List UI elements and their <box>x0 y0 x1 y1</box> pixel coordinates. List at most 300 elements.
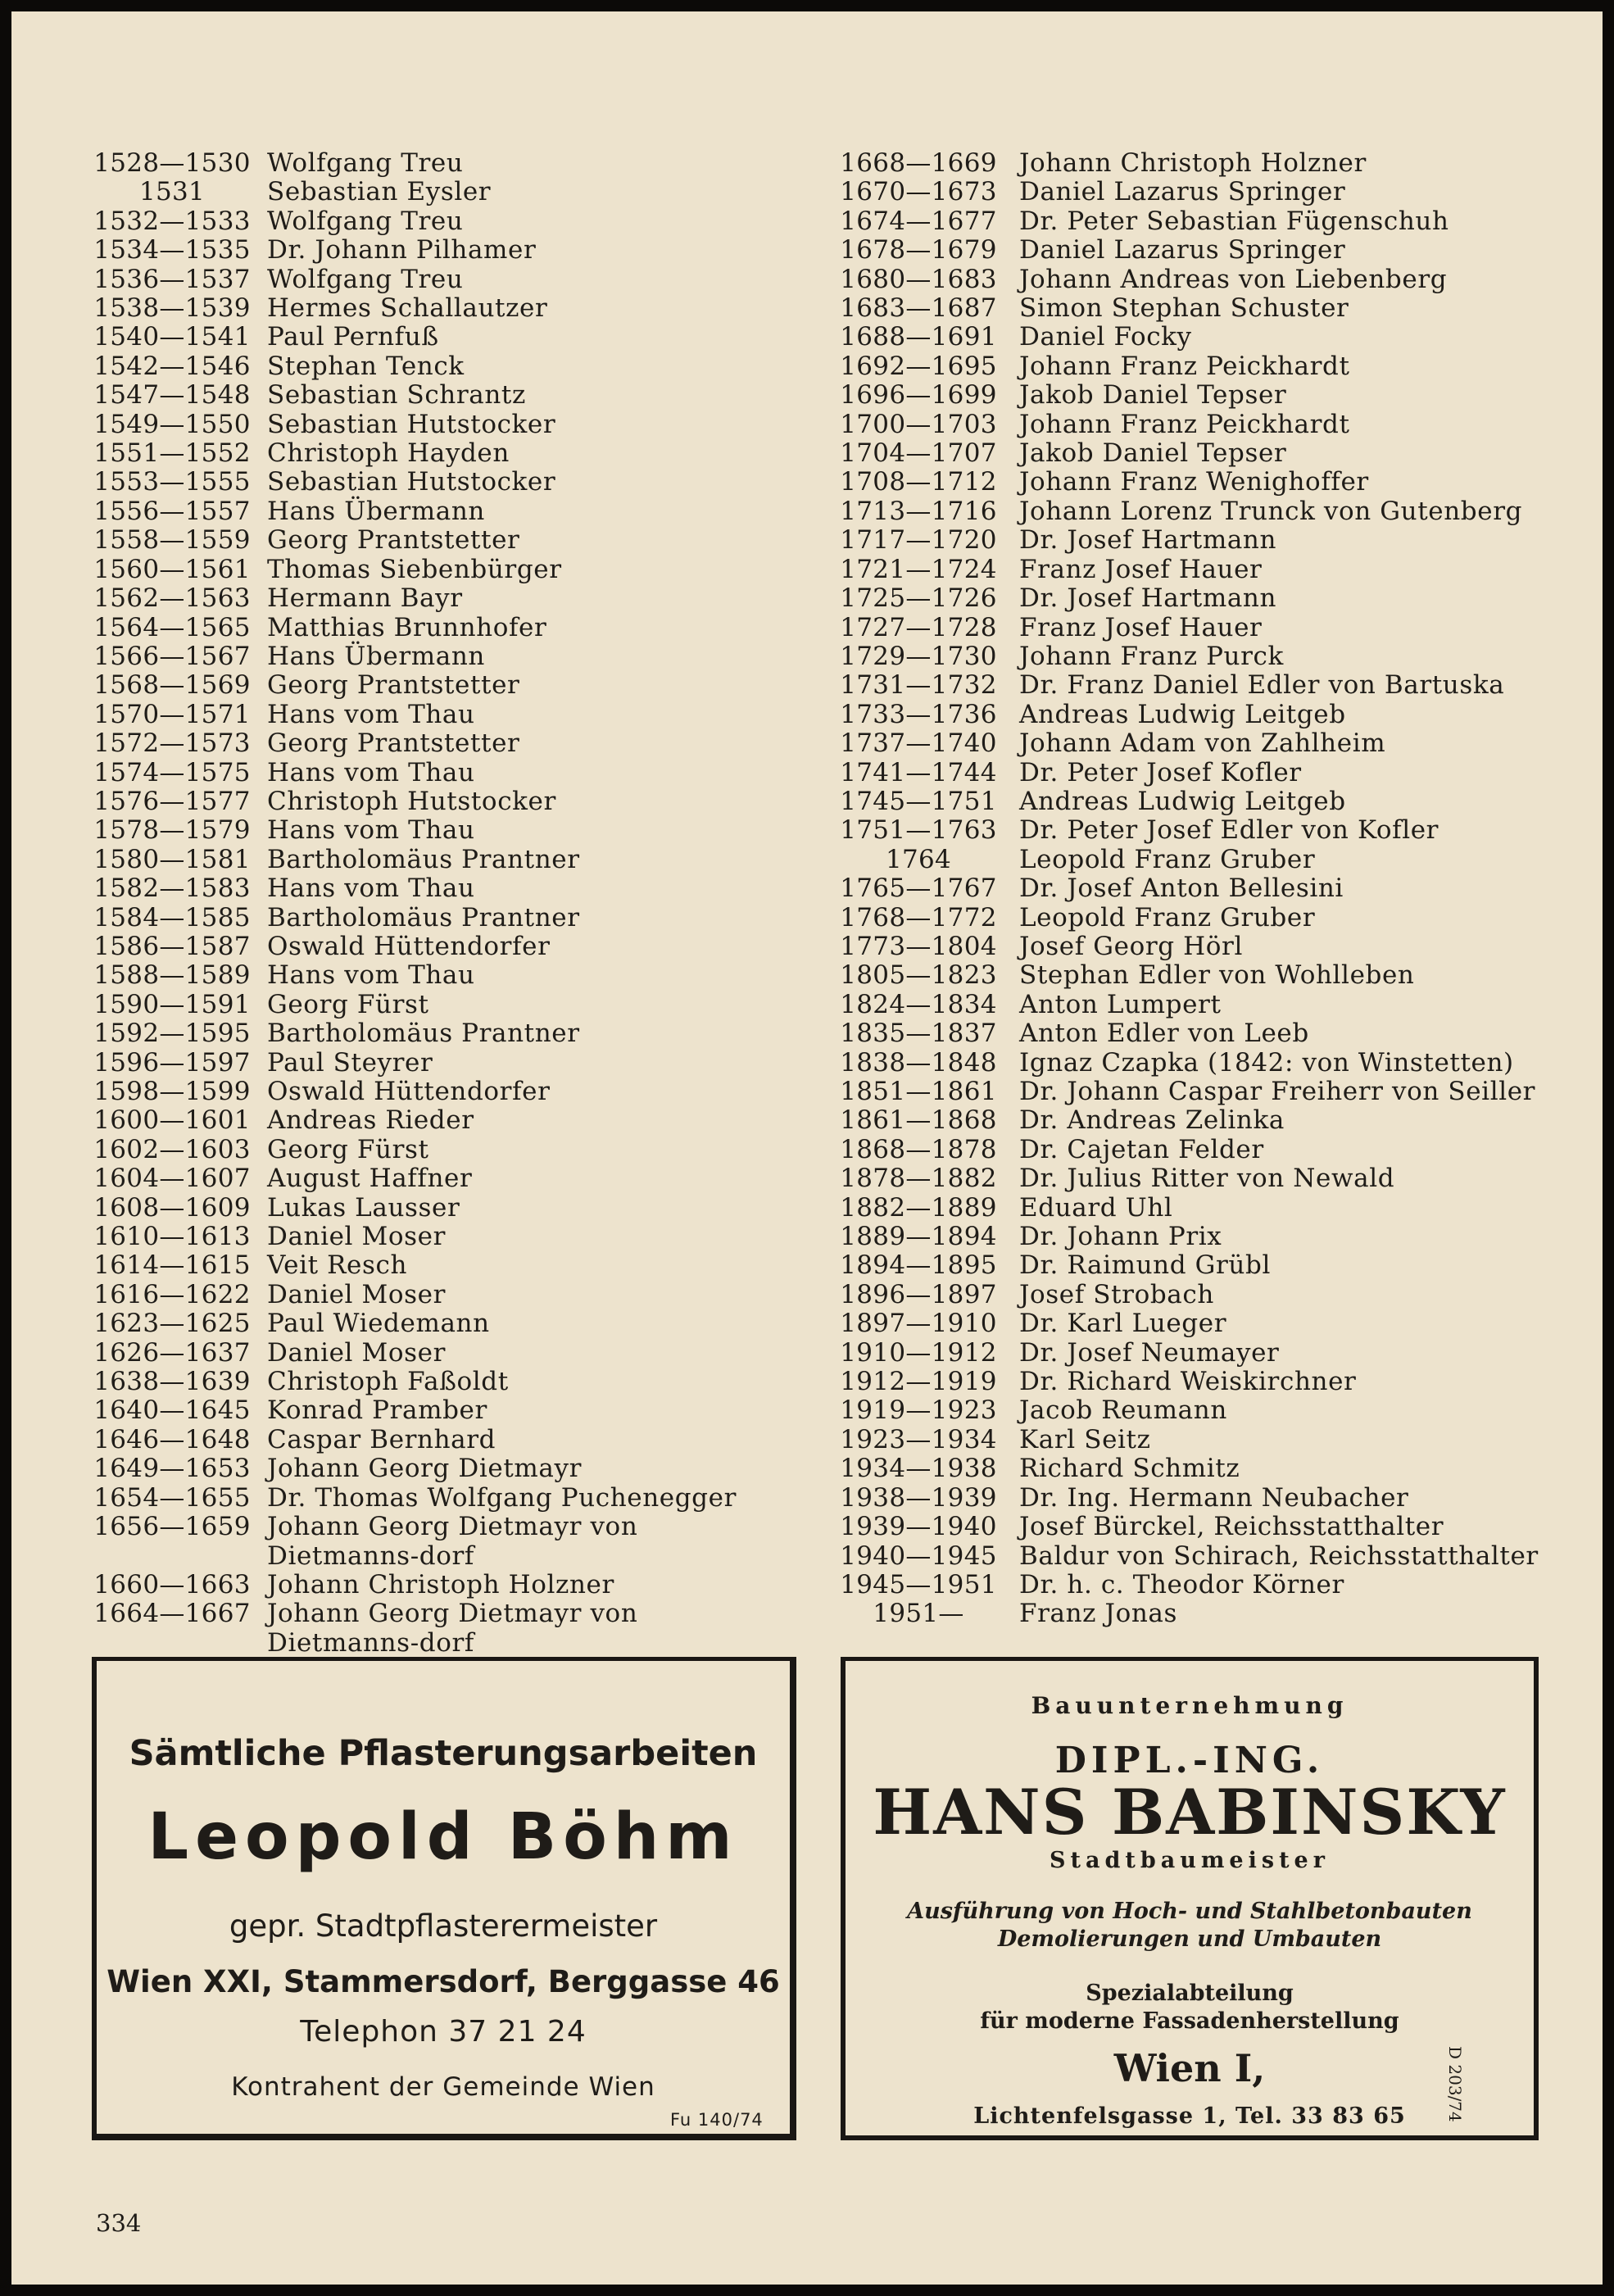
list-item <box>90 1281 827 1309</box>
list-item <box>831 1194 1585 1223</box>
list-item <box>831 846 1585 874</box>
mayor-name: Dr. Richard Weiskirchner <box>1019 1367 1357 1397</box>
list-item <box>831 961 1585 990</box>
mayor-name: Andreas Ludwig Leitgeb <box>1019 699 1346 729</box>
mayor-name: Dr. Andreas Zelinka <box>1019 1105 1285 1136</box>
list-item <box>831 671 1585 700</box>
term-years: 1614—1615 <box>93 1250 251 1281</box>
mayor-name: Sebastian Schrantz <box>267 380 526 411</box>
term-years: 1623—1625 <box>93 1309 251 1339</box>
list-item <box>831 1484 1585 1513</box>
mayor-name: Paul Steyrer <box>267 1047 433 1078</box>
mayor-name: Thomas Siebenbürger <box>267 554 562 584</box>
mayor-name: Oswald Hüttendorfer <box>267 931 551 961</box>
mayor-name: Oswald Hüttendorfer <box>267 1077 551 1106</box>
term-years: 1598—1599 <box>93 1077 251 1106</box>
mayor-list-left <box>90 149 827 1658</box>
mayor-name: Ignaz Czapka (1842: von Winstetten) <box>1019 1047 1514 1078</box>
term-years: 1534—1535 <box>93 235 251 265</box>
term-years: 1894—1895 <box>840 1250 997 1281</box>
term-years: 1562—1563 <box>93 583 251 614</box>
mayor-name: Leopold Franz Gruber <box>1019 902 1316 932</box>
mayor-name: Hans Übermann <box>267 641 485 671</box>
mayor-name: Konrad Pramber <box>267 1395 487 1426</box>
term-years: 1741—1744 <box>840 757 997 787</box>
term-years: 1717—1720 <box>840 525 997 556</box>
mayor-name: Stephan Edler von Wohlleben <box>1019 960 1415 991</box>
list-item <box>90 787 827 816</box>
term-years: 1566—1567 <box>93 641 251 671</box>
mayor-name: Johann Georg Dietmayr von Dietmanns-dorf <box>267 1599 638 1658</box>
term-years: 1696—1699 <box>840 380 997 411</box>
mayor-name: Sebastian Hutstocker <box>267 409 556 439</box>
term-years: 1580—1581 <box>93 844 251 874</box>
list-item <box>90 556 827 584</box>
mayor-name: Hans vom Thau <box>267 757 475 787</box>
term-years: 1951— <box>873 1599 964 1629</box>
list-item <box>831 729 1585 758</box>
list-item <box>90 642 827 671</box>
list-item <box>831 1309 1585 1338</box>
mayor-name: Johann Christoph Holzner <box>267 1569 614 1599</box>
mayor-name: Dr. Cajetan Felder <box>1019 1134 1264 1164</box>
mayor-name: Georg Prantstetter <box>267 728 520 759</box>
list-item <box>90 411 827 439</box>
mayor-name: Franz Josef Hauer <box>1019 612 1263 642</box>
term-years: 1751—1763 <box>840 815 997 846</box>
term-years: 1656—1659 <box>93 1512 251 1542</box>
list-item <box>90 207 827 236</box>
term-years: 1835—1837 <box>840 1019 997 1049</box>
ad-role: Stadtbaumeister <box>1050 1848 1330 1873</box>
list-item <box>90 1513 827 1571</box>
list-item <box>90 1136 827 1164</box>
mayor-name: Baldur von Schirach, Reichsstatthalter <box>1019 1540 1539 1571</box>
list-item <box>90 816 827 845</box>
term-years: 1551—1552 <box>93 438 251 469</box>
mayor-name: Daniel Focky <box>1019 322 1192 352</box>
mayor-name: Jacob Reumann <box>1019 1395 1227 1426</box>
mayor-name: Matthias Brunnhofer <box>267 612 547 642</box>
mayor-name: Josef Georg Hörl <box>1019 931 1243 961</box>
list-item <box>90 1599 827 1658</box>
term-years: 1945—1951 <box>840 1569 997 1599</box>
list-item <box>90 1078 827 1106</box>
ad-note: Kontrahent der Gemeinde Wien <box>231 2072 655 2102</box>
mayor-name: Dr. Ing. Hermann Neubacher <box>1019 1482 1409 1513</box>
term-years: 1528—1530 <box>93 148 251 178</box>
list-item <box>90 1251 827 1280</box>
list-item <box>90 701 827 729</box>
ad-city: Wien I, <box>1113 2046 1266 2090</box>
ad-address: Lichtenfelsgasse 1, Tel. 33 83 65 <box>973 2103 1406 2129</box>
mayor-name: Dr. Raimund Grübl <box>1019 1250 1271 1281</box>
mayor-name: Daniel Moser <box>267 1222 447 1252</box>
list-item <box>831 1426 1585 1454</box>
ad-company-name: Leopold Böhm <box>147 1800 739 1874</box>
list-item <box>831 1019 1585 1048</box>
term-years: 1889—1894 <box>840 1222 997 1252</box>
list-item <box>90 352 827 381</box>
mayor-name: Daniel Moser <box>267 1337 447 1368</box>
mayor-name: Johann Lorenz Trunck von Gutenberg <box>1019 496 1523 526</box>
term-years: 1600—1601 <box>93 1105 251 1136</box>
term-years: 1678—1679 <box>840 235 997 265</box>
term-years: 1896—1897 <box>840 1279 997 1309</box>
list-item <box>90 1019 827 1048</box>
list-item <box>90 294 827 323</box>
mayor-name: Wolfgang Treu <box>267 206 464 236</box>
mayor-name: Daniel Lazarus Springer <box>1019 235 1346 265</box>
mayor-name: Sebastian Hutstocker <box>267 467 556 497</box>
mayor-list-right <box>831 149 1585 1629</box>
mayor-name: Hans vom Thau <box>267 815 475 846</box>
list-item <box>831 556 1585 584</box>
list-item <box>831 1368 1585 1396</box>
term-years: 1660—1663 <box>93 1569 251 1599</box>
mayor-name: Dr. h. c. Theodor Körner <box>1019 1569 1344 1599</box>
mayor-name: Anton Lumpert <box>1019 989 1222 1019</box>
list-item <box>90 526 827 555</box>
mayor-name: Paul Wiedemann <box>267 1309 490 1339</box>
ad-company-name: HANS BABINSKY <box>873 1776 1507 1849</box>
mayor-name: Johann Georg Dietmayr von Dietmanns-dorf <box>267 1512 638 1571</box>
term-years: 1745—1751 <box>840 786 997 816</box>
list-item <box>831 991 1585 1019</box>
mayor-name: Johann Christoph Holzner <box>1019 148 1367 178</box>
term-years: 1649—1653 <box>93 1454 251 1484</box>
list-item <box>90 381 827 410</box>
mayor-name: Hans vom Thau <box>267 699 475 729</box>
list-item <box>90 1454 827 1483</box>
term-years: 1608—1609 <box>93 1192 251 1223</box>
term-years: 1805—1823 <box>840 960 997 991</box>
list-item <box>831 874 1585 903</box>
list-item <box>90 1571 827 1599</box>
mayor-name: Dr. Josef Hartmann <box>1019 583 1277 614</box>
list-item <box>831 1513 1585 1541</box>
mayor-name: Dr. Peter Sebastian Fügenschuh <box>1019 206 1449 236</box>
term-years: 1590—1591 <box>93 989 251 1019</box>
mayor-name: Hans vom Thau <box>267 960 475 991</box>
mayor-name: Caspar Bernhard <box>267 1424 496 1454</box>
mayor-name: Dr. Thomas Wolfgang Puchenegger <box>267 1482 737 1513</box>
ad-kicker: Bauunternehmung <box>1031 1692 1349 1719</box>
ad-address: Wien XXI, Stammersdorf, Berggasse 46 <box>107 1964 780 1999</box>
ad-services-line-2: Demolierungen und Umbauten <box>997 1926 1382 1952</box>
term-years: 1700—1703 <box>840 409 997 439</box>
mayor-name: Leopold Franz Gruber <box>1019 844 1316 874</box>
term-years: 1713—1716 <box>840 496 997 526</box>
term-years: 1897—1910 <box>840 1309 997 1339</box>
list-item <box>831 904 1585 932</box>
mayor-name: Richard Schmitz <box>1019 1454 1240 1484</box>
list-item <box>90 1309 827 1338</box>
list-item <box>831 816 1585 845</box>
term-years: 1578—1579 <box>93 815 251 846</box>
list-item <box>90 1368 827 1396</box>
term-years: 1542—1546 <box>93 351 251 381</box>
list-item <box>831 439 1585 468</box>
advertisement-boehm <box>92 1657 796 2140</box>
ad-phone: Telephon 37 21 24 <box>300 2015 587 2049</box>
mayor-name: Lukas Lausser <box>267 1192 460 1223</box>
list-item <box>831 1396 1585 1425</box>
term-years: 1616—1622 <box>93 1279 251 1309</box>
term-years: 1564—1565 <box>93 612 251 642</box>
list-item <box>90 991 827 1019</box>
list-item <box>831 1339 1585 1368</box>
list-item <box>831 381 1585 410</box>
term-years: 1584—1585 <box>93 902 251 932</box>
term-years: 1727—1728 <box>840 612 997 642</box>
term-years: 1882—1889 <box>840 1192 997 1223</box>
mayor-name: Jakob Daniel Tepser <box>1019 380 1287 411</box>
term-years: 1923—1934 <box>840 1424 997 1454</box>
mayor-name: August Haffner <box>267 1164 473 1194</box>
mayor-name: Daniel Lazarus Springer <box>1019 177 1346 207</box>
term-years: 1838—1848 <box>840 1047 997 1078</box>
mayor-name: Andreas Rieder <box>267 1105 474 1136</box>
term-years: 1912—1919 <box>840 1367 997 1397</box>
list-item <box>831 1164 1585 1193</box>
mayor-name: Johann Andreas von Liebenberg <box>1019 264 1448 294</box>
mayor-name: Anton Edler von Leeb <box>1019 1019 1309 1049</box>
page <box>11 11 1603 2285</box>
mayor-name: Dr. Karl Lueger <box>1019 1309 1227 1339</box>
term-years: 1654—1655 <box>93 1482 251 1513</box>
list-item <box>90 1484 827 1513</box>
list-item <box>90 1426 827 1454</box>
list-item <box>831 1542 1585 1571</box>
term-years: 1939—1940 <box>840 1512 997 1542</box>
mayor-name: Johann Franz Wenighoffer <box>1019 467 1369 497</box>
list-item <box>831 265 1585 294</box>
term-years: 1729—1730 <box>840 641 997 671</box>
mayor-name: Sebastian Eysler <box>267 177 492 207</box>
list-item <box>90 614 827 642</box>
mayor-name: Christoph Faßoldt <box>267 1367 509 1397</box>
mayor-name: Dr. Josef Neumayer <box>1019 1337 1280 1368</box>
mayor-name: Dr. Peter Josef Edler von Kofler <box>1019 815 1439 846</box>
mayor-name: Franz Jonas <box>1019 1599 1178 1629</box>
term-years: 1538—1539 <box>93 293 251 324</box>
list-item <box>831 614 1585 642</box>
mayor-name: Bartholomäus Prantner <box>267 902 580 932</box>
term-years: 1737—1740 <box>840 728 997 759</box>
term-years: 1940—1945 <box>840 1540 997 1571</box>
mayor-name: Dr. Josef Anton Bellesini <box>1019 873 1344 904</box>
list-item <box>90 671 827 700</box>
list-item <box>831 584 1585 613</box>
list-item <box>831 1223 1585 1251</box>
list-item <box>90 1223 827 1251</box>
term-years: 1531 <box>138 177 206 207</box>
list-item <box>90 236 827 265</box>
mayor-name: Hans Übermann <box>267 496 485 526</box>
term-years: 1688—1691 <box>840 322 997 352</box>
list-item <box>90 729 827 758</box>
term-years: 1851—1861 <box>840 1077 997 1106</box>
mayor-name: Franz Josef Hauer <box>1019 554 1263 584</box>
term-years: 1861—1868 <box>840 1105 997 1136</box>
term-years: 1626—1637 <box>93 1337 251 1368</box>
term-years: 1610—1613 <box>93 1222 251 1252</box>
term-years: 1592—1595 <box>93 1019 251 1049</box>
term-years: 1576—1577 <box>93 786 251 816</box>
mayor-name: Johann Adam von Zahlheim <box>1019 728 1386 759</box>
term-years: 1674—1677 <box>840 206 997 236</box>
list-item <box>831 787 1585 816</box>
list-item <box>90 932 827 961</box>
mayor-name: Stephan Tenck <box>267 351 465 381</box>
list-item <box>90 149 827 178</box>
mayor-name: Johann Franz Peickhardt <box>1019 409 1350 439</box>
list-item <box>831 411 1585 439</box>
list-item <box>831 526 1585 555</box>
mayor-name: Hans vom Thau <box>267 873 475 904</box>
ad-services-line-1: Ausführung von Hoch- und Stahlbetonbauten <box>907 1899 1472 1924</box>
list-item <box>831 932 1585 961</box>
term-years: 1934—1938 <box>840 1454 997 1484</box>
list-item <box>90 178 827 206</box>
mayor-name: Jakob Daniel Tepser <box>1019 438 1287 469</box>
mayor-name: Wolfgang Treu <box>267 148 464 178</box>
term-years: 1768—1772 <box>840 902 997 932</box>
list-item <box>90 497 827 526</box>
list-item <box>90 759 827 787</box>
list-item <box>90 1106 827 1135</box>
list-item <box>90 1194 827 1223</box>
term-years: 1664—1667 <box>93 1599 251 1629</box>
list-item <box>90 1164 827 1193</box>
ad-title: DIPL.-ING. <box>1054 1740 1325 1781</box>
list-item <box>831 323 1585 352</box>
list-item <box>831 1454 1585 1483</box>
list-item <box>90 439 827 468</box>
list-item <box>831 207 1585 236</box>
mayor-name: Dr. Franz Daniel Edler von Bartuska <box>1019 670 1505 701</box>
list-item <box>90 846 827 874</box>
term-years: 1588—1589 <box>93 960 251 991</box>
term-years: 1919—1923 <box>840 1395 997 1426</box>
list-item <box>90 874 827 903</box>
mayor-name: Dr. Johann Prix <box>1019 1222 1222 1252</box>
mayor-name: Georg Prantstetter <box>267 670 520 701</box>
list-item <box>831 1251 1585 1280</box>
term-years: 1553—1555 <box>93 467 251 497</box>
mayor-name: Christoph Hayden <box>267 438 510 469</box>
mayor-name: Josef Bürckel, Reichsstatthalter <box>1019 1512 1444 1542</box>
term-years: 1824—1834 <box>840 989 997 1019</box>
term-years: 1568—1569 <box>93 670 251 701</box>
list-item <box>90 1049 827 1078</box>
list-item <box>831 1106 1585 1135</box>
mayor-name: Hermes Schallautzer <box>267 293 548 324</box>
list-item <box>90 323 827 352</box>
list-item <box>831 178 1585 206</box>
term-years: 1586—1587 <box>93 931 251 961</box>
mayor-name: Eduard Uhl <box>1019 1192 1173 1223</box>
ad-headline: Sämtliche Pflasterungsarbeiten <box>129 1733 758 1774</box>
list-item <box>90 584 827 613</box>
term-years: 1764 <box>885 844 952 874</box>
list-item <box>90 468 827 497</box>
term-years: 1604—1607 <box>93 1164 251 1194</box>
mayor-name: Georg Prantstetter <box>267 525 520 556</box>
list-item <box>831 1078 1585 1106</box>
term-years: 1556—1557 <box>93 496 251 526</box>
list-item <box>831 236 1585 265</box>
ad-special-line-1: Spezialabteilung <box>1086 1981 1294 2006</box>
list-item <box>831 1571 1585 1599</box>
term-years: 1704—1707 <box>840 438 997 469</box>
mayor-name: Paul Pernfuß <box>267 322 439 352</box>
list-item <box>831 701 1585 729</box>
mayor-name: Bartholomäus Prantner <box>267 844 580 874</box>
list-item <box>90 904 827 932</box>
term-years: 1646—1648 <box>93 1424 251 1454</box>
mayor-name: Veit Resch <box>267 1250 408 1281</box>
page-number: 334 <box>96 2209 142 2237</box>
mayor-name: Josef Strobach <box>1019 1279 1214 1309</box>
list-item <box>831 149 1585 178</box>
list-item <box>831 1049 1585 1078</box>
term-years: 1773—1804 <box>840 931 997 961</box>
term-years: 1708—1712 <box>840 467 997 497</box>
term-years: 1683—1687 <box>840 293 997 324</box>
list-item <box>831 1599 1585 1628</box>
list-item <box>831 294 1585 323</box>
ad-subtitle: gepr. Stadtpflasterermeister <box>229 1908 658 1944</box>
term-years: 1692—1695 <box>840 351 997 381</box>
term-years: 1596—1597 <box>93 1047 251 1078</box>
list-item <box>90 1396 827 1425</box>
term-years: 1910—1912 <box>840 1337 997 1368</box>
term-years: 1725—1726 <box>840 583 997 614</box>
term-years: 1574—1575 <box>93 757 251 787</box>
advertisement-babinsky <box>841 1657 1539 2140</box>
mayor-name: Karl Seitz <box>1019 1424 1151 1454</box>
mayor-name: Hermann Bayr <box>267 583 463 614</box>
term-years: 1532—1533 <box>93 206 251 236</box>
term-years: 1570—1571 <box>93 699 251 729</box>
mayor-name: Simon Stephan Schuster <box>1019 293 1349 324</box>
term-years: 1721—1724 <box>840 554 997 584</box>
term-years: 1680—1683 <box>840 264 997 294</box>
term-years: 1670—1673 <box>840 177 997 207</box>
mayor-name: Dr. Johann Pilhamer <box>267 235 537 265</box>
term-years: 1733—1736 <box>840 699 997 729</box>
term-years: 1536—1537 <box>93 264 251 294</box>
term-years: 1765—1767 <box>840 873 997 904</box>
mayor-name: Wolfgang Treu <box>267 264 464 294</box>
mayor-name: Georg Fürst <box>267 1134 429 1164</box>
list-item <box>831 1136 1585 1164</box>
mayor-name: Dr. Johann Caspar Freiherr von Seiller <box>1019 1077 1536 1106</box>
mayor-name: Dr. Peter Josef Kofler <box>1019 757 1302 787</box>
mayor-name: Johann Franz Peickhardt <box>1019 351 1350 381</box>
list-item <box>831 759 1585 787</box>
term-years: 1547—1548 <box>93 380 251 411</box>
list-item <box>90 961 827 990</box>
mayor-name: Johann Franz Purck <box>1019 641 1284 671</box>
list-item <box>831 352 1585 381</box>
mayor-name: Daniel Moser <box>267 1279 447 1309</box>
term-years: 1938—1939 <box>840 1482 997 1513</box>
ad-special-line-2: für moderne Fassadenherstellung <box>980 2008 1399 2034</box>
term-years: 1878—1882 <box>840 1164 997 1194</box>
